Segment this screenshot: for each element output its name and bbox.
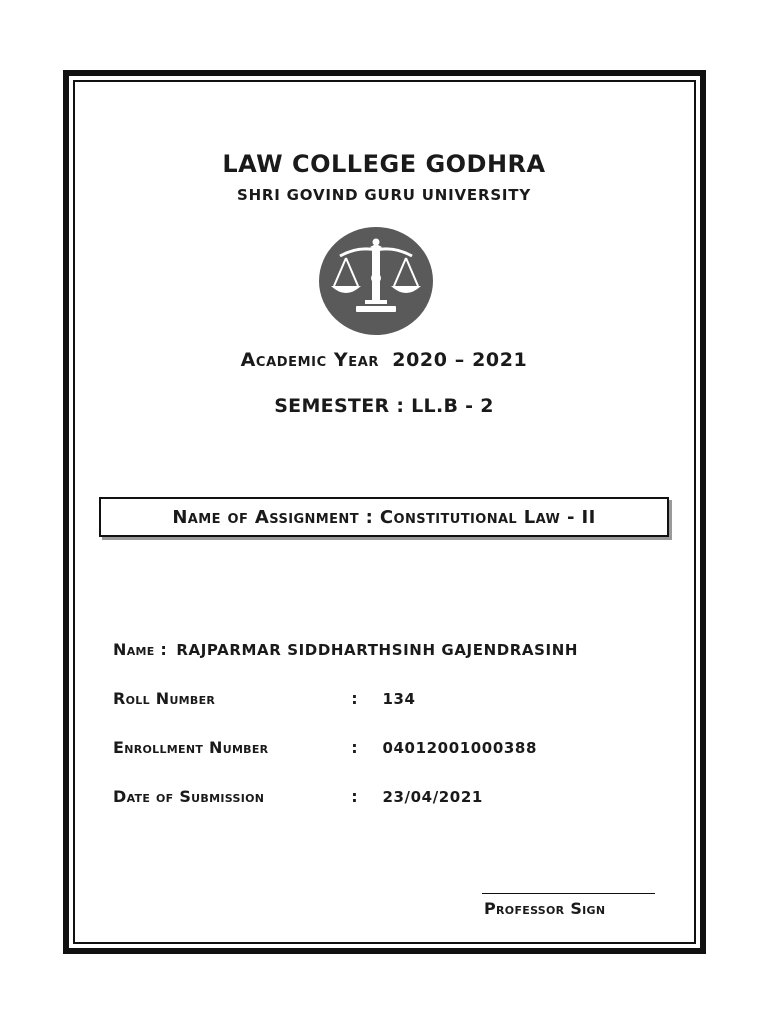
enrollment-number-value: 04012001000388 xyxy=(382,739,537,757)
submission-date-value: 23/04/2021 xyxy=(382,788,483,806)
name-value: RAJPARMAR SIDDHARTHSINH GAJENDRASINH xyxy=(176,641,579,659)
assignment-label: Name of Assignment : xyxy=(172,506,374,528)
submission-date-row xyxy=(113,787,483,806)
name-label: Name : xyxy=(113,640,168,659)
scales-of-justice-icon xyxy=(318,226,434,336)
roll-number-value: 134 xyxy=(382,690,416,708)
college-name: LAW COLLEGE GODHRA xyxy=(222,150,546,178)
submission-date-colon: : xyxy=(351,787,358,806)
professor-sign-label: Professor Sign xyxy=(484,899,606,918)
roll-number-row xyxy=(113,689,416,708)
assignment-title xyxy=(172,507,595,528)
submission-date-label: Date of Submission xyxy=(113,787,265,806)
academic-year-label: Academic Year xyxy=(240,349,380,371)
university-name: SHRI GOVIND GURU UNIVERSITY xyxy=(236,186,532,204)
assignment-box xyxy=(99,497,669,537)
roll-number-label: Roll Number xyxy=(113,689,216,708)
enrollment-number-colon: : xyxy=(351,738,358,757)
academic-year-value: 2020 – 2021 xyxy=(392,349,528,371)
academic-year xyxy=(0,349,768,371)
signature-line xyxy=(482,893,655,894)
assignment-value: Constitutional Law - II xyxy=(379,506,596,528)
enrollment-number-row xyxy=(113,738,537,757)
enrollment-number-label: Enrollment Number xyxy=(113,738,269,757)
semester: SEMESTER : LL.B - 2 xyxy=(274,395,494,417)
roll-number-colon: : xyxy=(351,689,358,708)
student-name-row xyxy=(113,640,578,659)
